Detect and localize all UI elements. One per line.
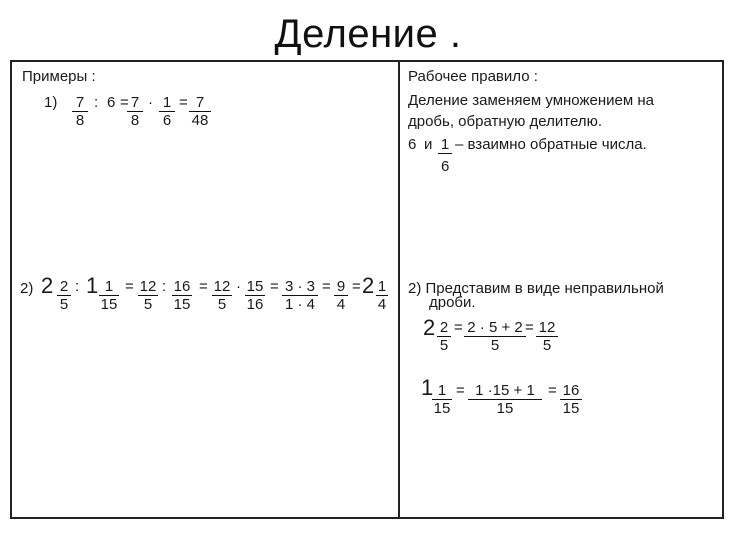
- ex2-f5-denominator: 5: [217, 296, 227, 313]
- ex2-f4-denominator: 15: [173, 296, 191, 313]
- item-2-line-2: дроби.: [429, 294, 476, 311]
- ex2-divide-sign-2: :: [162, 278, 167, 295]
- conv1-whole: 2: [423, 315, 436, 340]
- ex2-whole-3: 2: [362, 273, 375, 298]
- ex2-f8-numerator: 9: [334, 278, 348, 296]
- conv1-equals-2: =: [525, 319, 534, 336]
- ex2-f6-numerator: 15: [246, 278, 264, 295]
- ex2-fraction-8: [334, 278, 348, 313]
- ex1-divisor: 6: [107, 94, 116, 111]
- recip-text: – взаимно обратные числа.: [455, 136, 647, 153]
- conv1-fraction: [437, 319, 451, 354]
- ex1-f-denominator: 48: [191, 112, 209, 129]
- ex2-f2-numerator: 1: [99, 278, 119, 296]
- ex1-c-numerator: 7: [127, 94, 143, 112]
- conv2-denominator: 15: [433, 400, 451, 417]
- ex2-fraction-6: [245, 278, 265, 313]
- rule-line-2: дробь, обратную делителю.: [408, 113, 602, 130]
- ex2-f2-denominator: 15: [100, 296, 118, 313]
- ex2-f3-denominator: 5: [143, 296, 153, 313]
- conv1-denominator: 5: [439, 337, 449, 354]
- page-title: Деление .: [274, 12, 462, 56]
- item-2-line-1: 2) Представим в виде неправильной: [408, 280, 664, 297]
- conv2-equals-2: =: [548, 382, 557, 399]
- rule-header: Рабочее правило :: [408, 68, 538, 85]
- ex2-f9-numerator: 1: [377, 278, 387, 295]
- ex1-equals-2: =: [179, 94, 188, 111]
- ex2-fraction-9: [376, 278, 388, 313]
- example-2-number: 2): [20, 280, 34, 297]
- recip-and: и: [424, 136, 433, 153]
- examples-header: Примеры :: [22, 68, 96, 85]
- recip-denominator: 6: [441, 158, 450, 175]
- recip-number: 6: [408, 136, 417, 153]
- ex2-fraction-2: [99, 278, 119, 313]
- ex1-divide-sign: :: [94, 94, 99, 111]
- conv1-numerator: 2: [437, 319, 451, 337]
- ex2-equals-5: =: [352, 278, 361, 295]
- ex1-a-denominator: 8: [75, 112, 85, 129]
- ex2-fraction-5: [212, 278, 232, 313]
- example-1-number: 1): [44, 94, 58, 111]
- ex2-multiply-sign: ·: [236, 278, 241, 295]
- conv1-result-numerator: 12: [536, 319, 558, 337]
- ex2-equals-4: =: [322, 278, 331, 295]
- ex2-f7-numerator: 3 · 3: [282, 278, 318, 296]
- conv2-expr-numerator: 1 ·15 + 1: [468, 382, 542, 400]
- ex1-fraction-f: [189, 94, 211, 129]
- conv1-expression: [464, 319, 526, 354]
- ex2-whole-1: 2: [41, 273, 54, 298]
- ex2-equals-1: =: [125, 278, 134, 295]
- conv2-fraction: [432, 382, 452, 417]
- ex2-f8-denominator: 4: [336, 296, 346, 313]
- rule-line-1: Деление заменяем умножением на: [408, 92, 654, 109]
- ex1-multiply-sign: ·: [148, 94, 153, 111]
- ex1-fraction-a: [72, 94, 88, 129]
- ex2-fraction-4: [172, 278, 192, 313]
- ex1-equals-1: =: [120, 94, 129, 111]
- ex2-fraction-7: [282, 278, 318, 313]
- conv1-result-denominator: 5: [542, 337, 552, 354]
- ex2-f5-numerator: 12: [213, 278, 231, 295]
- ex1-e-denominator: 6: [162, 112, 172, 129]
- ex2-f6-denominator: 16: [246, 296, 264, 313]
- conv2-whole: 1: [421, 375, 434, 400]
- conv2-result-numerator: 16: [560, 382, 582, 400]
- ex1-c-denominator: 8: [130, 112, 140, 129]
- ex2-divide-sign-1: :: [75, 278, 80, 295]
- ex2-f7-denominator: 1 · 4: [284, 296, 315, 313]
- conv2-expression: [468, 382, 542, 417]
- ex1-a-numerator: 7: [72, 94, 88, 112]
- ex2-equals-2: =: [199, 278, 208, 295]
- ex2-whole-2: 1: [86, 273, 99, 298]
- ex1-fraction-c: [127, 94, 143, 129]
- conv2-result: [560, 382, 582, 417]
- conv2-equals-1: =: [456, 382, 465, 399]
- ex2-fraction-1: [57, 278, 71, 313]
- recip-numerator: 1: [438, 136, 452, 154]
- ex1-f-numerator: 7: [189, 94, 211, 112]
- conv2-numerator: 1: [432, 382, 452, 400]
- conv2-result-denominator: 15: [562, 400, 580, 417]
- conv1-expr-denominator: 5: [490, 337, 500, 354]
- ex2-f4-numerator: 16: [173, 278, 191, 295]
- ex2-f1-denominator: 5: [59, 296, 69, 313]
- ex2-f3-numerator: 12: [139, 278, 157, 295]
- ex1-fraction-e: [159, 94, 175, 129]
- column-divider: [398, 62, 400, 517]
- conv1-equals-1: =: [454, 319, 463, 336]
- conv1-result: [536, 319, 558, 354]
- ex2-f1-numerator: 2: [57, 278, 71, 296]
- ex1-e-numerator: 1: [159, 94, 175, 112]
- ex2-fraction-3: [138, 278, 158, 313]
- conv1-expr-numerator: 2 · 5 + 2: [464, 319, 526, 337]
- ex2-f9-denominator: 4: [377, 296, 387, 313]
- conv2-expr-denominator: 15: [496, 400, 514, 417]
- recip-fraction: [438, 136, 452, 154]
- ex2-equals-3: =: [270, 278, 279, 295]
- content-table: [10, 60, 724, 519]
